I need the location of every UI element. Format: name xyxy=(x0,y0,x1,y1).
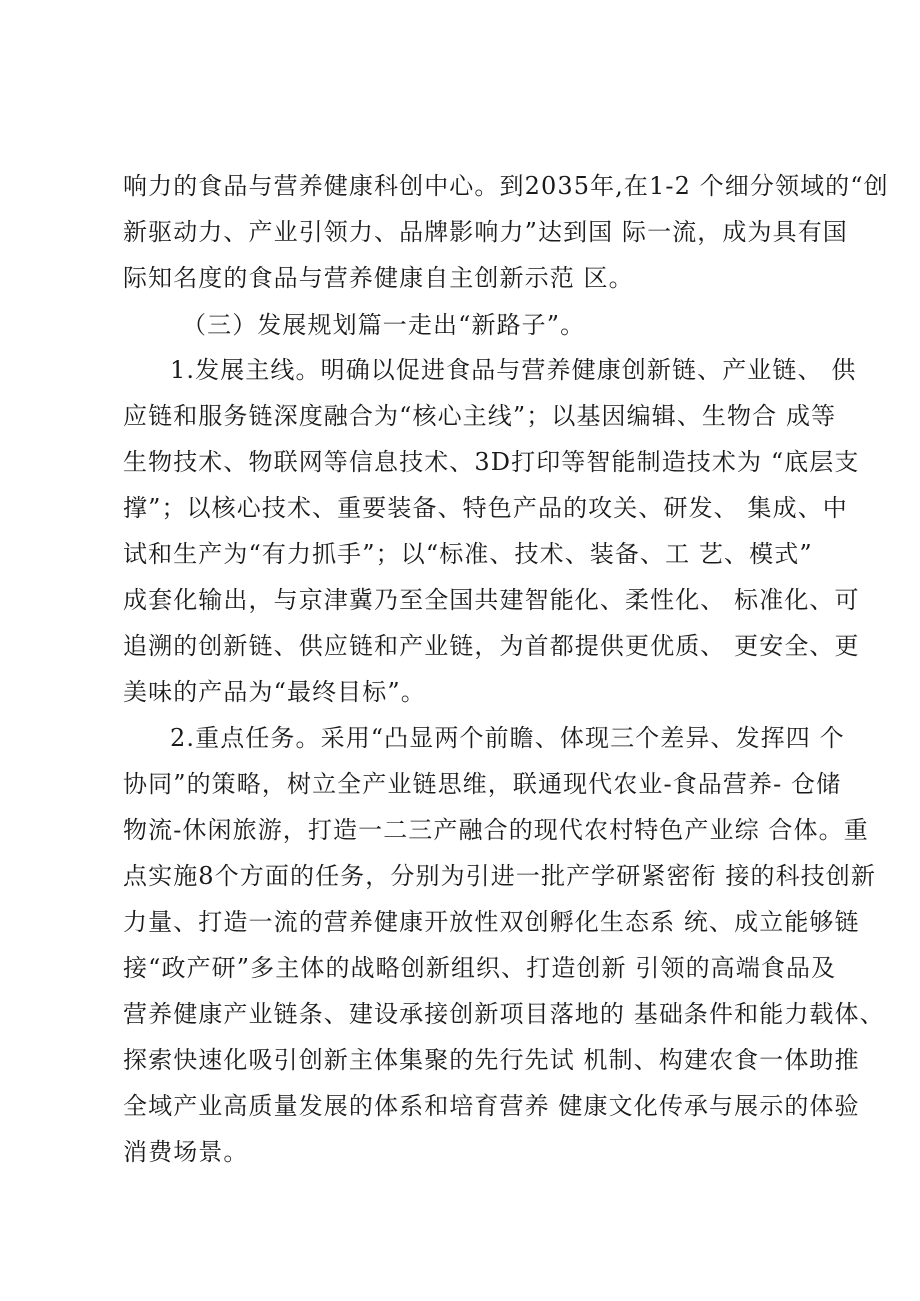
text-line: 2.重点任务。采用“凸显两个前瞻、体现三个差异、发挥四 个 xyxy=(170,724,845,752)
text-line: 生物技术、物联网等信息技术、3D打印等智能制造技术为 “底层支 xyxy=(123,448,860,476)
text-line: 美味的产品为“最终目标”。 xyxy=(123,678,426,706)
text-line: 1.发展主线。明确以促进食品与营养健康创新链、产业链、 供 xyxy=(170,356,857,384)
text-line: 点实施8个方面的任务，分别为引进一批产学研紧密衔 接的科技创新 xyxy=(123,862,876,890)
text-line: 试和生产为“有力抓手”；以“标准、技术、装备、工 艺、模式” xyxy=(123,540,813,568)
text-line: 物流-休闲旅游，打造一二三产融合的现代农村特色产业综 合体。重 xyxy=(123,816,869,844)
text-line: 应链和服务链深度融合为“核心主线”；以基因编辑、生物合 成等 xyxy=(123,402,837,430)
text-line: 际知名度的食品与营养健康自主创新示范 区。 xyxy=(123,264,634,292)
text-line: 撑”；以核心技术、重要装备、特色产品的攻关、研发、 集成、中 xyxy=(123,494,848,522)
text-line: 追溯的创新链、供应链和产业链，为首都提供更优质、 更安全、更 xyxy=(123,632,860,660)
text-line: 新驱动力、产业引领力、品牌影响力”达到国 际一流，成为具有国 xyxy=(123,218,848,246)
section-heading: （三）发展规划篇一走出“新路子”。 xyxy=(182,311,586,339)
text-line: 成套化输出，与京津冀乃至全国共建智能化、柔性化、 标准化、可 xyxy=(123,586,860,614)
text-line: 消费场景。 xyxy=(123,1138,249,1166)
text-line: 接“政产研”多主体的战略创新组织、打造创新 引领的高端食品及 xyxy=(123,954,837,982)
text-line: 力量、打造一流的营养健康开放性双创孵化生态系 统、成立能够链 xyxy=(123,908,860,936)
text-line: 协同”的策略，树立全产业链思维，联通现代农业-食品营养- 仓储 xyxy=(123,770,842,798)
text-line: 探索快速化吸引创新主体集聚的先行先试 机制、构建农食一体助推 xyxy=(123,1046,860,1074)
text-line: 响力的食品与营养健康科创中心。到2035年,在1-2 个细分领域的“创 xyxy=(123,172,889,200)
text-line: 营养健康产业链条、建设承接创新项目落地的 基础条件和能力载体、 xyxy=(123,1000,885,1028)
text-line: 全域产业高质量发展的体系和培育营养 健康文化传承与展示的体验 xyxy=(123,1092,860,1120)
